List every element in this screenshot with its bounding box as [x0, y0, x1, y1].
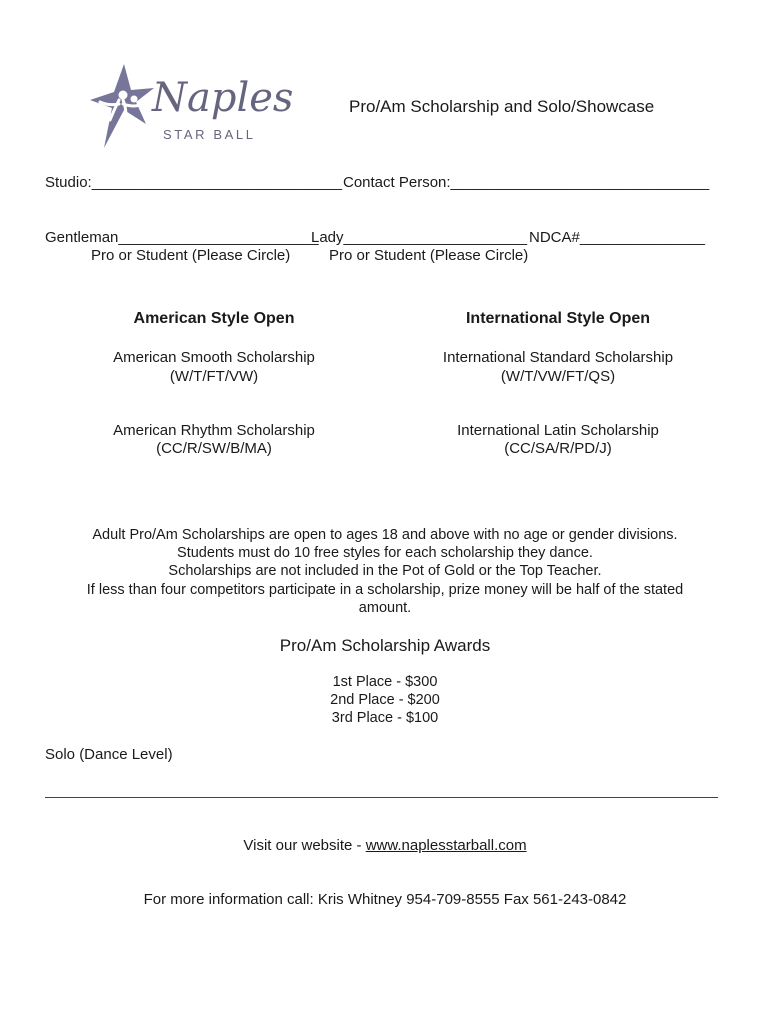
- divider: [45, 797, 718, 798]
- gentleman-field: Gentleman________________________: [45, 229, 319, 246]
- american-smooth-name: American Smooth Scholarship: [113, 349, 315, 366]
- website-line: [0, 837, 770, 854]
- american-style-heading: American Style Open: [133, 310, 295, 327]
- award-first-place: 1st Place - $300: [332, 674, 438, 690]
- logo-tagline: STAR BALL: [163, 127, 256, 142]
- page-title: Pro/Am Scholarship and Solo/Showcase: [349, 97, 655, 116]
- rule-free-styles: Students must do 10 free styles for each scholarship they dance.: [177, 545, 593, 562]
- lady-pro-student-circle: Pro or Student (Please Circle): [329, 247, 529, 264]
- logo-name: Naples: [152, 75, 294, 121]
- lady-field: Lady______________________: [311, 229, 528, 246]
- awards-title: Pro/Am Scholarship Awards: [279, 636, 491, 655]
- international-standard-name: International Standard Scholarship: [442, 349, 674, 366]
- rule-pot-of-gold: Scholarships are not included in the Pot of Gold or the Top Teacher.: [168, 563, 602, 580]
- award-second-place: 2nd Place - $200: [330, 692, 440, 709]
- international-latin-name: International Latin Scholarship: [457, 422, 659, 439]
- website-prefix: Visit our website -: [243, 837, 366, 854]
- contact-info: For more information call: Kris Whitney 954-709-8555 Fax 561-243-0842: [143, 891, 627, 908]
- studio-field: Studio:______________________________: [45, 174, 342, 191]
- naples-star-ball-logo: [86, 62, 294, 157]
- rules-paragraph: [40, 526, 730, 617]
- contact-person-field: Contact Person:_______________________________: [343, 174, 710, 191]
- international-style-heading: International Style Open: [465, 310, 651, 327]
- gentleman-pro-student-circle: Pro or Student (Please Circle): [91, 247, 291, 264]
- award-third-place: 3rd Place - $100: [331, 710, 439, 727]
- american-rhythm-dances: (CC/R/SW/B/MA): [156, 440, 272, 457]
- awards-list: [0, 673, 770, 728]
- solo-dance-level: Solo (Dance Level): [45, 746, 173, 763]
- ndca-field: NDCA#_______________: [529, 229, 705, 246]
- american-rhythm-name: American Rhythm Scholarship: [113, 422, 315, 439]
- rule-prize-money: If less than four competitors participate in a scholarship, prize money will be half of the stated amount.: [86, 581, 684, 616]
- international-latin-dances: (CC/SA/R/PD/J): [504, 440, 612, 457]
- rule-age: Adult Pro/Am Scholarships are open to ages 18 and above with no age or gender divisions.: [92, 527, 678, 543]
- website-link[interactable]: www.naplesstarball.com: [365, 837, 527, 854]
- international-standard-dances: (W/T/VW/FT/QS): [500, 368, 616, 385]
- american-smooth-dances: (W/T/FT/VW): [169, 368, 259, 385]
